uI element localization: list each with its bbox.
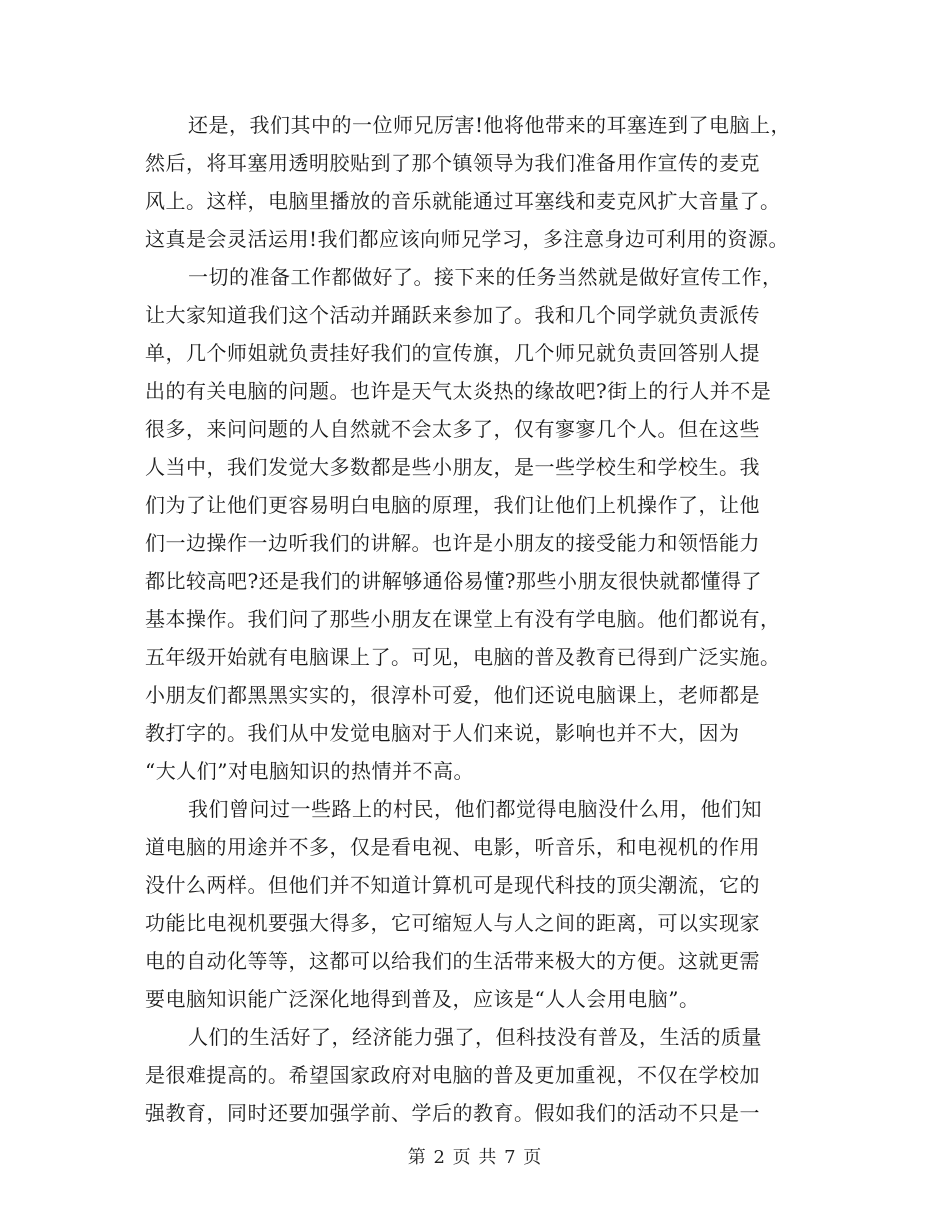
- text-line: 我们曾问过一些路上的村民，他们都觉得电脑没什么用，他们知: [188, 797, 762, 821]
- text-line: 很多，来问问题的人自然就不会太多了，仅有寥寥几个人。但在这些: [145, 417, 760, 441]
- page-number-footer: 第 2 页 共 7 页: [407, 1147, 543, 1168]
- text-line: 一切的准备工作都做好了。接下来的任务当然就是做好宣传工作，: [188, 265, 783, 289]
- text-line: 让大家知道我们这个活动并踊跃来参加了。我和几个同学就负责派传: [145, 303, 760, 327]
- text-line: 风上。这样，电脑里播放的音乐就能通过耳塞线和麦克风扩大音量了。: [145, 189, 781, 213]
- text-line: 还是，我们其中的一位师兄厉害!他将他带来的耳塞连到了电脑上，: [188, 113, 792, 137]
- text-line: 没什么两样。但他们并不知道计算机可是现代科技的顶尖潮流，它的: [145, 873, 760, 897]
- text-line: 人们的生活好了，经济能力强了，但科技没有普及，生活的质量: [188, 1025, 762, 1049]
- text-line: “大人们”对电脑知识的热情并不高。: [145, 759, 474, 783]
- text-line: 强教育，同时还要加强学前、学后的教育。假如我们的活动不只是一: [145, 1101, 760, 1125]
- text-line: 是很难提高的。希望国家政府对电脑的普及更加重视，不仅在学校加: [145, 1063, 760, 1087]
- text-line: 功能比电视机要强大得多，它可缩短人与人之间的距离，可以实现家: [145, 911, 760, 935]
- text-line: 五年级开始就有电脑课上了。可见，电脑的普及教育已得到广泛实施。: [145, 645, 781, 669]
- text-line: 小朋友们都黑黑实实的，很淳朴可爱，他们还说电脑课上，老师都是: [145, 683, 760, 707]
- text-line: 电的自动化等等，这都可以给我们的生活带来极大的方便。这就更需: [145, 949, 760, 973]
- text-line: 要电脑知识能广泛深化地得到普及，应该是“人人会用电脑”。: [145, 987, 700, 1011]
- text-line: 出的有关电脑的问题。也许是天气太炎热的缘故吧?街上的行人并不是: [145, 379, 772, 403]
- text-line: 教打字的。我们从中发觉电脑对于人们来说，影响也并不大，因为: [145, 721, 740, 745]
- text-line: 人当中，我们发觉大多数都是些小朋友，是一些学校生和学校生。我: [145, 455, 760, 479]
- text-line: 这真是会灵活运用!我们都应该向师兄学习，多注意身边可利用的资源。: [145, 227, 790, 251]
- text-line: 们一边操作一边听我们的讲解。也许是小朋友的接受能力和领悟能力: [145, 531, 760, 555]
- text-line: 都比较高吧?还是我们的讲解够通俗易懂?那些小朋友很快就都懂得了: [145, 569, 762, 593]
- text-line: 单，几个师姐就负责挂好我们的宣传旗，几个师兄就负责回答别人提: [145, 341, 760, 365]
- text-line: 们为了让他们更容易明白电脑的原理，我们让他们上机操作了，让他: [145, 493, 760, 517]
- text-line: 基本操作。我们问了那些小朋友在课堂上有没有学电脑。他们都说有，: [145, 607, 781, 631]
- text-line: 然后，将耳塞用透明胶贴到了那个镇领导为我们准备用作宣传的麦克: [145, 151, 760, 175]
- text-line: 道电脑的用途并不多，仅是看电视、电影，听音乐，和电视机的作用: [145, 835, 760, 859]
